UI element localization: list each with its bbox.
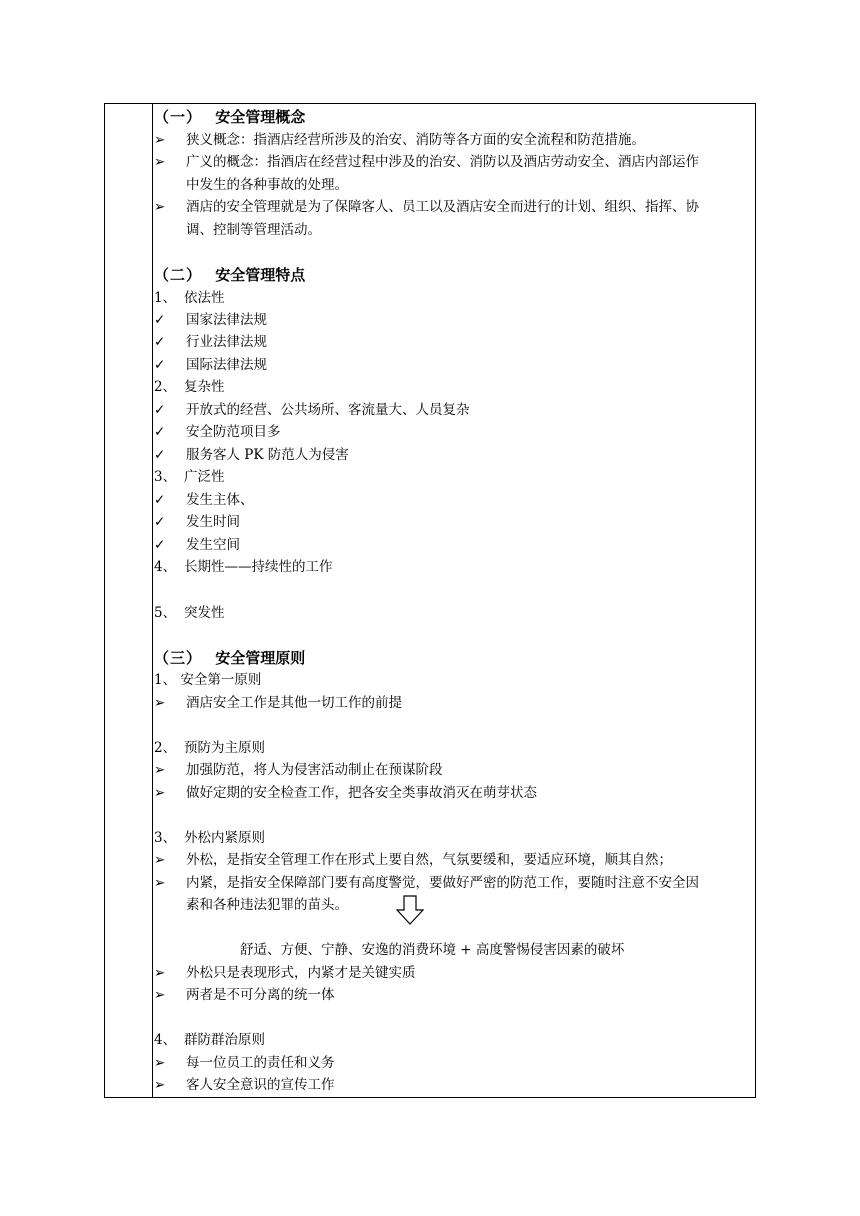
section1-heading-text: 安全管理概念 <box>215 108 306 126</box>
section3-heading: （三） 安全管理原则 <box>154 649 306 667</box>
arrow-bullet-icon: ➢ <box>154 852 166 868</box>
section1-heading <box>154 108 305 126</box>
arrow-bullet-icon: ➢ <box>154 875 166 891</box>
arrow-bullet-icon: ➢ <box>154 154 166 170</box>
principle-1-title: 1、 安全第一原则 <box>154 672 262 688</box>
check-icon: ✓ <box>154 514 166 530</box>
arrow-bullet-icon: ➢ <box>154 695 166 711</box>
check-icon: ✓ <box>154 334 166 350</box>
section1-heading-num: （一） <box>154 108 203 126</box>
check-icon: ✓ <box>154 537 166 553</box>
check-icon: ✓ <box>154 424 166 440</box>
check-icon: ✓ <box>154 492 166 508</box>
principle-3-center-formula: 舒适、方便、宁静、安逸的消费环境 + 高度警惕侵害因素的破坏 <box>240 942 625 958</box>
arrow-bullet-icon: ➢ <box>154 132 166 148</box>
arrow-bullet-icon: ➢ <box>154 987 166 1003</box>
check-icon: ✓ <box>154 447 166 463</box>
section2-heading: （二） 安全管理特点 <box>154 266 306 284</box>
table-left-column <box>105 104 153 1097</box>
arrow-bullet-icon: ➢ <box>154 785 166 801</box>
arrow-bullet-icon: ➢ <box>154 1077 166 1093</box>
arrow-bullet-icon: ➢ <box>154 762 166 778</box>
check-icon: ✓ <box>154 357 166 373</box>
arrow-bullet-icon: ➢ <box>154 1055 166 1071</box>
check-icon: ✓ <box>154 402 166 418</box>
arrow-bullet-icon: ➢ <box>154 965 166 981</box>
arrow-bullet-icon: ➢ <box>154 199 166 215</box>
down-arrow-icon <box>396 895 424 925</box>
check-icon: ✓ <box>154 312 166 328</box>
